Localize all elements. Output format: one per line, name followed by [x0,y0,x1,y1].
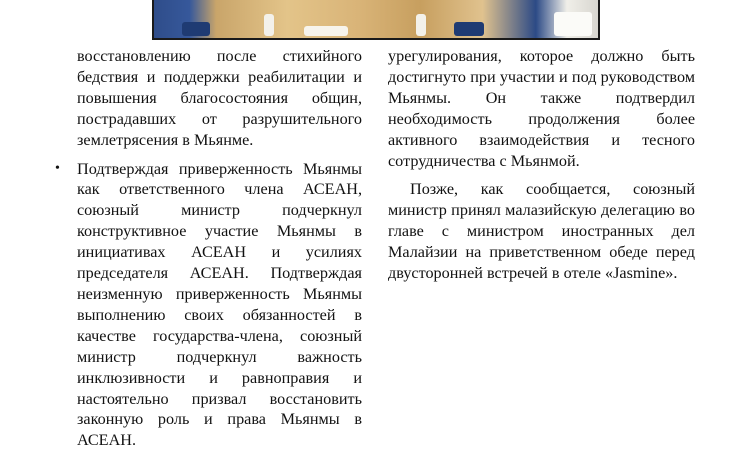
left-column [55,46,362,451]
right-continuation-paragraph: урегулирования, которое должно быть достигнуто при участии и под руководством Мьянмы. Он также подтвердил необходимость продолжения более активного взаимодействия и тесного сотрудничества с Мьянмой. [388,47,695,170]
photo-glass [416,14,426,36]
bullet-marker: • [55,160,60,176]
right-column [388,46,695,284]
meeting-photo [152,0,600,40]
left-continuation-paragraph: восстановлению после стихийного бедствия и поддержки реабилитации и повышения благосостояния общин, пострадавших от разрушительного землетрясения в Мьянме. [77,47,362,149]
photo-document [304,26,348,36]
photo-nameplate [454,22,484,36]
bullet-paragraph: Подтверждая приверженность Мьянмы как ответственного члена АСЕАН, союзный министр подчеркнул конструктивное участие Мьянмы в инициативах АСЕАН и усилиях председателя АСЕАН. Подтверждая неизменную приверженность Мьянмы выполнению своих обязанностей в качестве государства-члена, союзный министр подчеркнул важность инклюзивности и равноправия и настоятельно призвал восстановить законную роль и права Мьянмы в АСЕАН. [77,159,362,450]
right-paragraph: Позже, как сообщается, союзный министр принял малазийскую делегацию во главе с министром иностранных дел Малайзии на приветственном обеде перед двусторонней встречей в отеле «Jasmine». [388,180,695,283]
photo-nameplate [182,22,210,36]
bullet-item [55,159,362,452]
photo-glass [264,14,274,36]
photo-document [554,12,592,36]
